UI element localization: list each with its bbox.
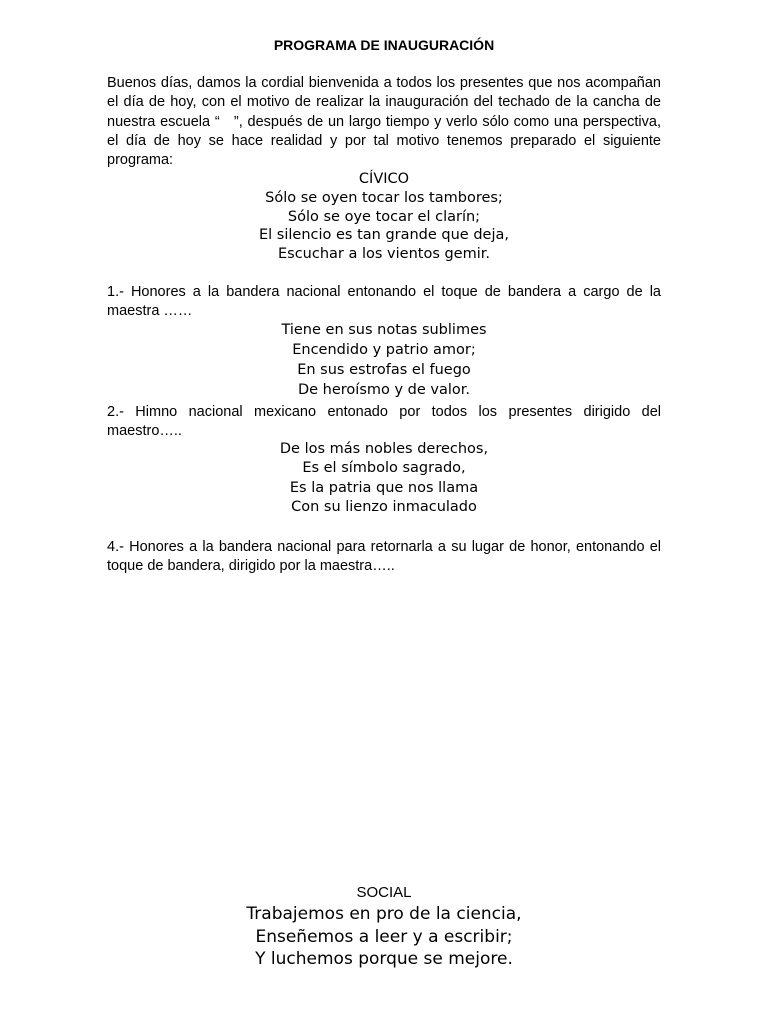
verse-line: Con su lienzo inmaculado [291,498,477,515]
verse-line: Es la patria que nos llama [289,479,479,496]
intro-paragraph: Buenos días, damos la cordial bienvenida a todos los presentes que nos acompañan el día de hoy, con el motivo de realizar la inauguración del techado de la cancha de nuestra escuela “ ”, después de un largo tiempo y verlo sólo como una perspectiva, el día de hoy se hace realidad y por tal motivo tenemos preparado el siguiente programa: [107,75,661,169]
social-verse [0,903,768,971]
civico-heading: CÍVICO [358,171,410,187]
item1-verse [0,320,768,400]
program-item-1: 1.- Honores a la bandera nacional entonando el toque de bandera a cargo de la maestra …… [107,284,661,320]
verse-line: Es el símbolo sagrado, [302,460,466,477]
verse-line: Tiene en sus notas sublimes [281,322,487,338]
social-heading: SOCIAL [356,884,412,901]
verse-line: En sus estrofas el fuego [297,362,471,378]
item2-verse [0,440,768,517]
verse-line: El silencio es tan grande que deja, [258,227,509,243]
verse-line: Sólo se oye tocar el clarín; [287,208,481,225]
verse-line: Trabajemos en pro de la ciencia, [246,904,522,924]
page-title: PROGRAMA DE INAUGURACIÓN [273,37,495,53]
civico-verse [0,189,768,263]
verse-line: De heroísmo y de valor. [297,382,471,398]
verse-line: Sólo se oyen tocar los tambores; [265,190,503,206]
program-item-4: 4.- Honores a la bandera nacional para retornarla a su lugar de honor, entonando el toque de bandera, dirigido por la maestra….. [107,539,661,575]
verse-line: Enseñemos a leer y a escribir; [255,926,513,947]
verse-line: De los más nobles derechos, [279,441,489,457]
program-item-2: 2.- Himno nacional mexicano entonado por todos los presentes dirigido del maestro….. [107,404,661,440]
verse-line: Escuchar a los vientos gemir. [277,245,490,262]
verse-line: Y luchemos porque se mejore. [255,949,513,969]
verse-line: Encendido y patrio amor; [292,342,476,358]
